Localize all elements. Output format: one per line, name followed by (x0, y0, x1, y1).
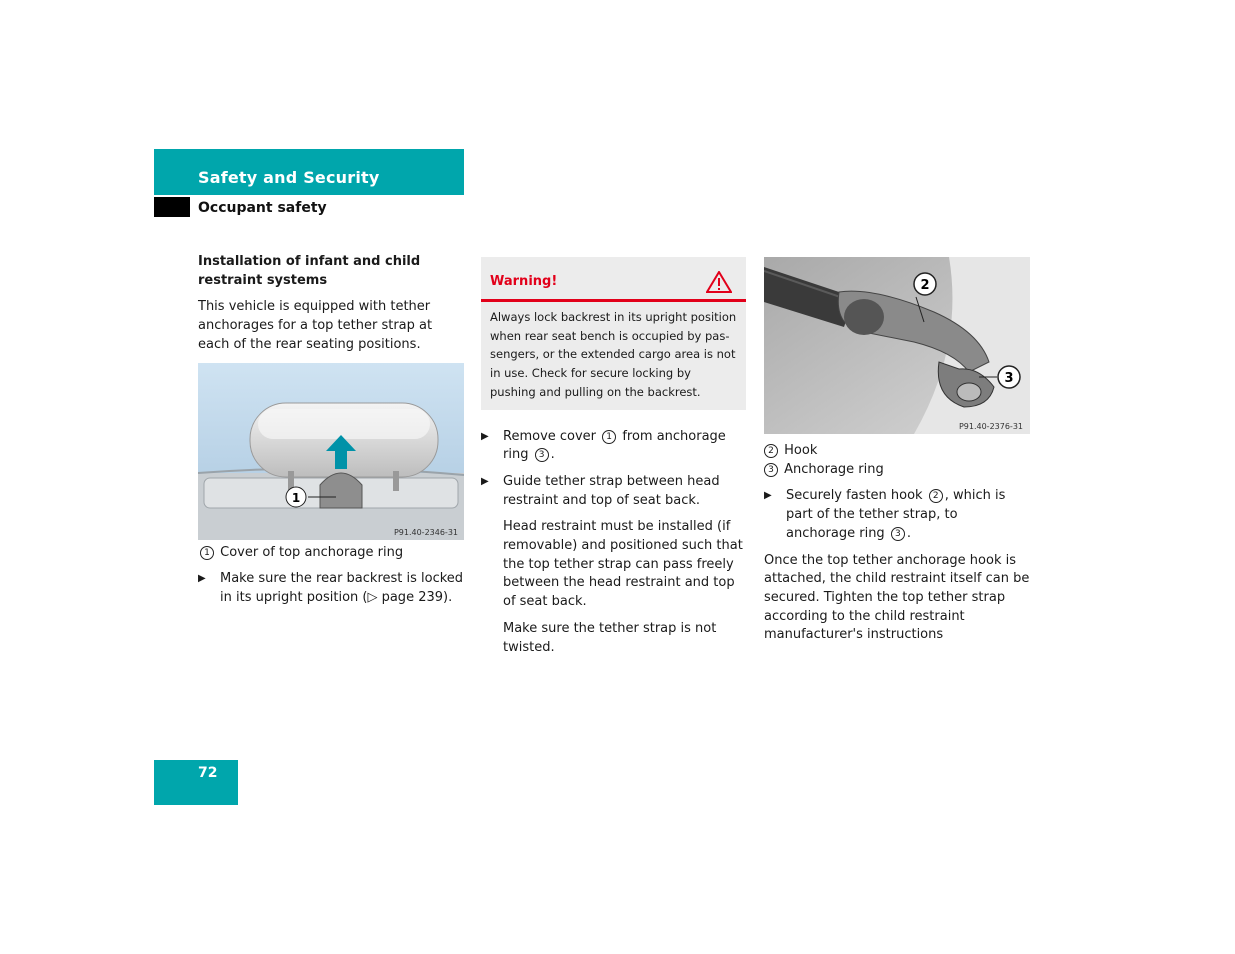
head-restraint-note: Head restraint must be installed (if removable) and positioned such that the top tether strap can pass freely between the head restraint and top of seat back. (503, 519, 743, 610)
caption-text: Hook (784, 443, 818, 458)
caption-number: 3 (764, 463, 778, 477)
bullet-text: Make sure the rear backrest is locked in its upright position (▷ page 239). (220, 571, 464, 605)
bullet-text: Securely fasten hook (786, 488, 923, 504)
caption-text: Cover of top anchorage ring (220, 544, 404, 560)
chapter-title: Safety and Security (198, 168, 380, 187)
bullet-arrow-icon: ▶ (481, 430, 489, 442)
caption-anchorage-ring (764, 461, 1030, 480)
ref-number: 3 (535, 448, 549, 462)
ref-number: 2 (929, 489, 943, 503)
warning-label: Warning! (490, 273, 558, 289)
bullet-fasten-hook (764, 487, 1030, 543)
bullet-text: , which is part of the tether strap, to anchorage ring (786, 488, 1006, 541)
figure-callout-1: 1 (291, 490, 301, 505)
intro-paragraph: This vehicle is equipped with tether anchorages for a top tether strap at each of the rear seating positions. (198, 299, 433, 352)
bullet-remove-cover (481, 428, 746, 465)
column-2 (481, 257, 746, 665)
figure-code: P91.40-2376-31 (958, 422, 1023, 431)
figure-caption (198, 544, 464, 563)
page-number-box (154, 760, 238, 805)
figure-callout-3: 3 (1004, 371, 1014, 386)
installation-heading: Installation of infant and child restraint systems (198, 254, 421, 288)
warning-header (481, 257, 746, 302)
ref-number: 1 (602, 430, 616, 444)
bullet-text: . (550, 447, 555, 463)
section-title: Occupant safety (198, 200, 327, 216)
ref-number: 3 (891, 527, 905, 541)
tighten-paragraph: Once the top tether anchorage hook is attached, the child restraint itself can be secured. Tighten the top tether strap according to the child restraint manufacturer's instructions (764, 552, 1030, 643)
bullet-guide-strap (481, 473, 746, 510)
bullet-text: from anchorage ring (503, 428, 726, 463)
caption-number: 2 (764, 444, 778, 458)
caption-number: 1 (200, 546, 214, 560)
tether-hook-figure (764, 257, 1030, 434)
section-marker (154, 197, 190, 217)
bullet-arrow-icon: ▶ (481, 475, 489, 487)
caption-text: Anchorage ring (784, 461, 884, 477)
column-3 (764, 257, 1030, 653)
bullet-text: Guide tether strap between head restraint and top of seat back. (503, 473, 720, 508)
head-restraint-figure (198, 363, 464, 540)
warning-text: Always lock backrest in its upright position when rear seat bench is occupied by pas-sengers, or the extended cargo area is not in use. Check for secure locking by pushing and pulling on the backrest. (490, 310, 737, 399)
bullet-text: . (906, 525, 911, 541)
bullet-arrow-icon: ▶ (764, 490, 772, 502)
figure-code: P91.40-2346-31 (393, 527, 458, 537)
bullet-backrest (198, 570, 464, 607)
bullet-arrow-icon: ▶ (198, 573, 206, 585)
twist-note: Make sure the tether strap is not twisted. (503, 620, 717, 655)
figure-callout-2: 2 (920, 278, 930, 293)
caption-hook (764, 442, 1030, 461)
column-1 (198, 253, 464, 616)
bullet-text: Remove cover (503, 428, 597, 444)
warning-triangle-icon (706, 271, 732, 293)
warning-box (481, 257, 746, 410)
page-number: 72 (198, 765, 218, 781)
